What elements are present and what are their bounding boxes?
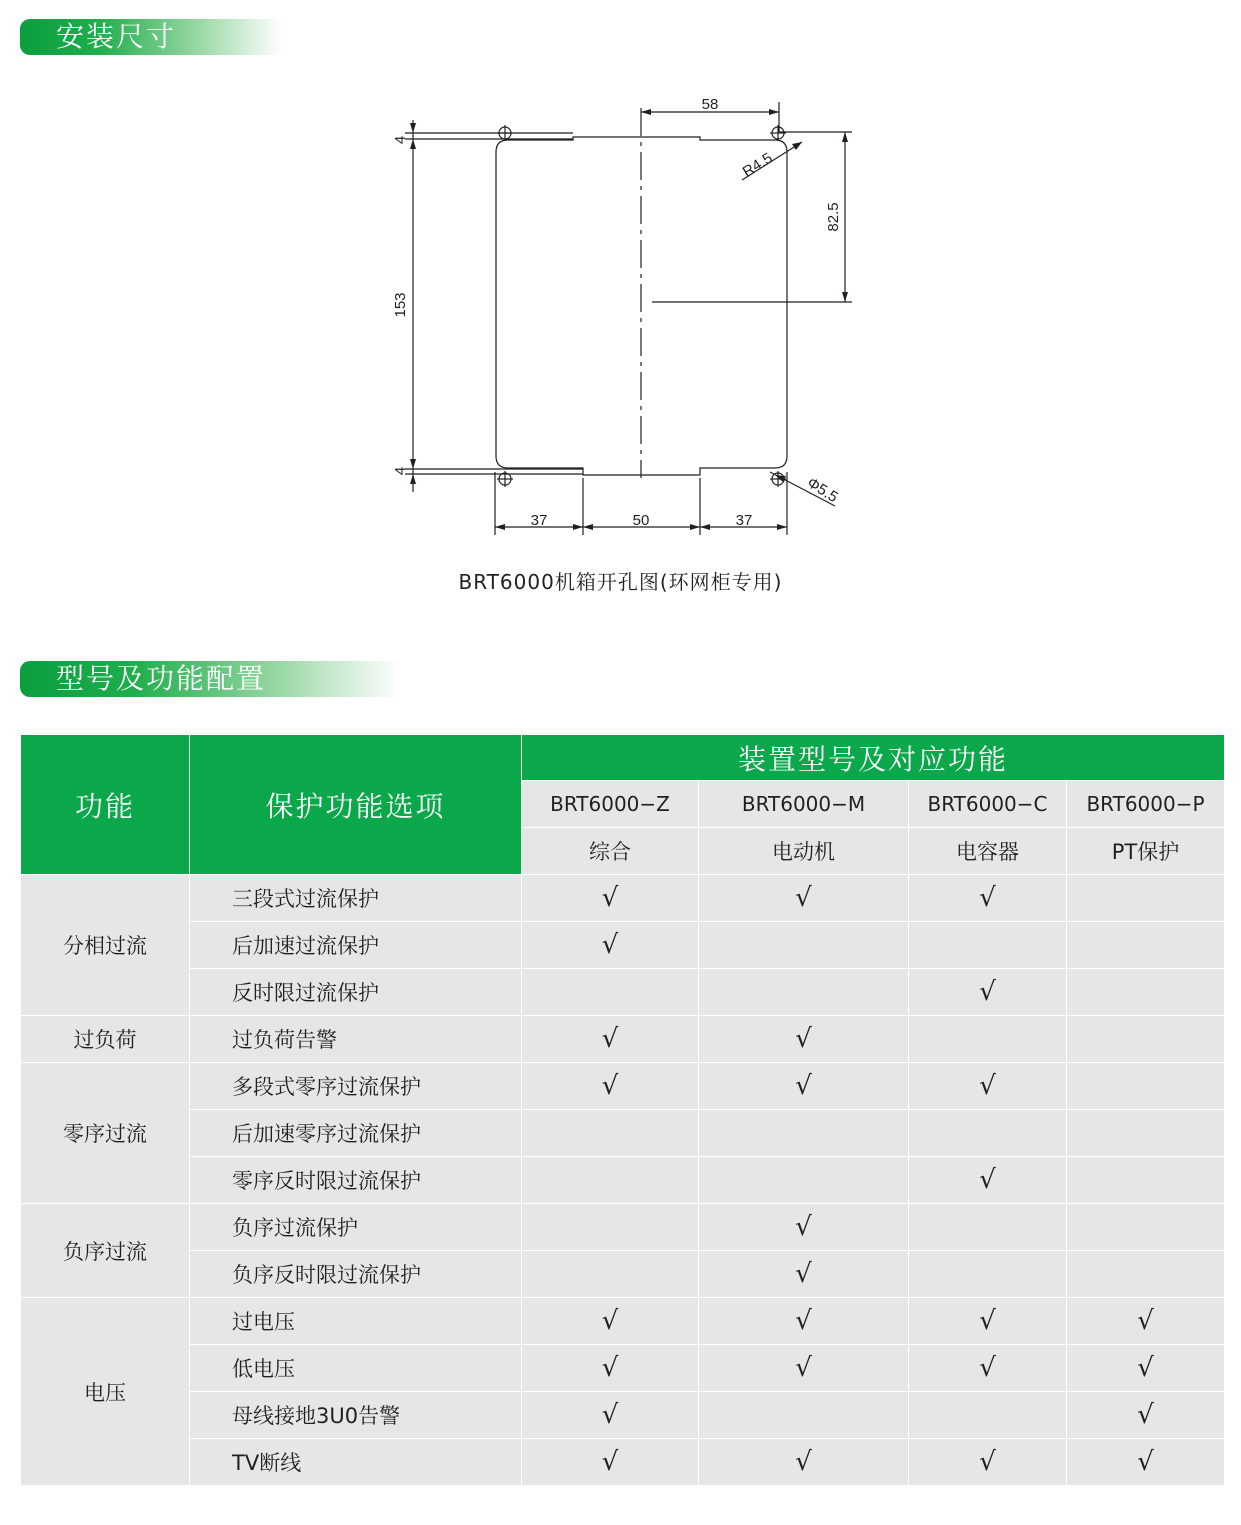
drawing-caption: BRT6000机箱开孔图(环网柜专用)	[458, 570, 783, 594]
table-row	[21, 1345, 1225, 1392]
option-label: 过电压	[190, 1298, 522, 1345]
option-label: 低电压	[190, 1345, 522, 1392]
table-row	[21, 1204, 1225, 1251]
check-cell	[699, 1110, 909, 1157]
table-row	[21, 1110, 1225, 1157]
check-cell: √	[699, 1251, 909, 1298]
check-cell	[522, 1251, 699, 1298]
check-cell	[1067, 1251, 1225, 1298]
check-cell	[1067, 1016, 1225, 1063]
check-cell	[1067, 1110, 1225, 1157]
check-cell: √	[909, 1063, 1067, 1110]
header-model: BRT6000−Z	[522, 781, 699, 828]
dim-hole-dia: Φ5.5	[803, 474, 841, 507]
check-cell	[1067, 1157, 1225, 1204]
check-cell	[522, 1204, 699, 1251]
check-cell: √	[522, 875, 699, 922]
header-function: 功能	[21, 735, 190, 875]
check-cell	[909, 1016, 1067, 1063]
header-model: BRT6000−M	[699, 781, 909, 828]
check-cell: √	[1067, 1392, 1225, 1439]
check-cell: √	[1067, 1439, 1225, 1486]
header-type: 综合	[522, 828, 699, 875]
check-cell: √	[1067, 1298, 1225, 1345]
table-row	[21, 922, 1225, 969]
group-label: 负序过流	[21, 1204, 190, 1298]
check-cell	[699, 1157, 909, 1204]
check-cell: √	[699, 1204, 909, 1251]
option-label: 过负荷告警	[190, 1016, 522, 1063]
check-cell	[699, 922, 909, 969]
check-cell	[1067, 1204, 1225, 1251]
check-cell: √	[909, 969, 1067, 1016]
check-cell: √	[909, 1298, 1067, 1345]
table-row	[21, 1251, 1225, 1298]
table-row	[21, 1439, 1225, 1486]
check-cell: √	[699, 1345, 909, 1392]
check-cell: √	[522, 1345, 699, 1392]
dim-right-height: 82.5	[825, 202, 842, 232]
check-cell: √	[909, 875, 1067, 922]
check-cell: √	[522, 1298, 699, 1345]
check-cell: √	[522, 922, 699, 969]
check-cell: √	[1067, 1345, 1225, 1392]
dim-top-width: 58	[701, 96, 719, 113]
cutout-drawing	[0, 80, 1241, 550]
header-type: PT保护	[1067, 828, 1225, 875]
check-cell: √	[699, 875, 909, 922]
header-model: BRT6000−P	[1067, 781, 1225, 828]
table-row	[21, 1298, 1225, 1345]
option-label: 后加速零序过流保护	[190, 1110, 522, 1157]
check-cell	[1067, 969, 1225, 1016]
check-cell	[522, 1157, 699, 1204]
group-label: 分相过流	[21, 875, 190, 1016]
group-label: 零序过流	[21, 1063, 190, 1204]
check-cell: √	[699, 1298, 909, 1345]
check-cell: √	[699, 1016, 909, 1063]
check-cell	[909, 1251, 1067, 1298]
option-label: TV断线	[190, 1439, 522, 1486]
check-cell: √	[522, 1439, 699, 1486]
check-cell: √	[909, 1157, 1067, 1204]
table-row	[21, 1016, 1225, 1063]
header-model: BRT6000−C	[909, 781, 1067, 828]
header-device: 装置型号及对应功能	[522, 735, 1225, 781]
option-label: 后加速过流保护	[190, 922, 522, 969]
dim-total-height: 153	[392, 292, 409, 318]
option-label: 负序反时限过流保护	[190, 1251, 522, 1298]
check-cell	[909, 1392, 1067, 1439]
dim-bottom-left: 37	[530, 512, 548, 529]
check-cell	[522, 969, 699, 1016]
check-cell	[1067, 875, 1225, 922]
section-title-install: 安装尺寸	[20, 19, 282, 55]
dim-bottom-right: 37	[735, 512, 753, 529]
check-cell	[1067, 922, 1225, 969]
dim-bottom-offset: 4	[392, 466, 409, 476]
table-row	[21, 969, 1225, 1016]
function-config-table	[20, 734, 1225, 1486]
option-label: 零序反时限过流保护	[190, 1157, 522, 1204]
check-cell	[909, 1204, 1067, 1251]
check-cell	[522, 1110, 699, 1157]
check-cell: √	[522, 1392, 699, 1439]
table-row	[21, 1063, 1225, 1110]
dim-top-offset: 4	[392, 135, 409, 145]
option-label: 多段式零序过流保护	[190, 1063, 522, 1110]
option-label: 反时限过流保护	[190, 969, 522, 1016]
option-label: 母线接地3U0告警	[190, 1392, 522, 1439]
check-cell: √	[909, 1345, 1067, 1392]
table-row	[21, 1392, 1225, 1439]
check-cell	[909, 1110, 1067, 1157]
option-label: 三段式过流保护	[190, 875, 522, 922]
table-row	[21, 875, 1225, 922]
check-cell: √	[699, 1063, 909, 1110]
option-label: 负序过流保护	[190, 1204, 522, 1251]
section-title-config: 型号及功能配置	[20, 661, 400, 697]
dim-radius: R4.5	[739, 149, 776, 181]
check-cell: √	[909, 1439, 1067, 1486]
check-cell: √	[699, 1439, 909, 1486]
group-label: 电压	[21, 1298, 190, 1486]
check-cell	[699, 969, 909, 1016]
group-label: 过负荷	[21, 1016, 190, 1063]
header-type: 电容器	[909, 828, 1067, 875]
check-cell	[699, 1392, 909, 1439]
header-option: 保护功能选项	[190, 735, 522, 875]
check-cell: √	[522, 1016, 699, 1063]
header-type: 电动机	[699, 828, 909, 875]
check-cell	[909, 922, 1067, 969]
table-row	[21, 1157, 1225, 1204]
dim-bottom-mid: 50	[632, 512, 650, 529]
check-cell	[1067, 1063, 1225, 1110]
check-cell: √	[522, 1063, 699, 1110]
